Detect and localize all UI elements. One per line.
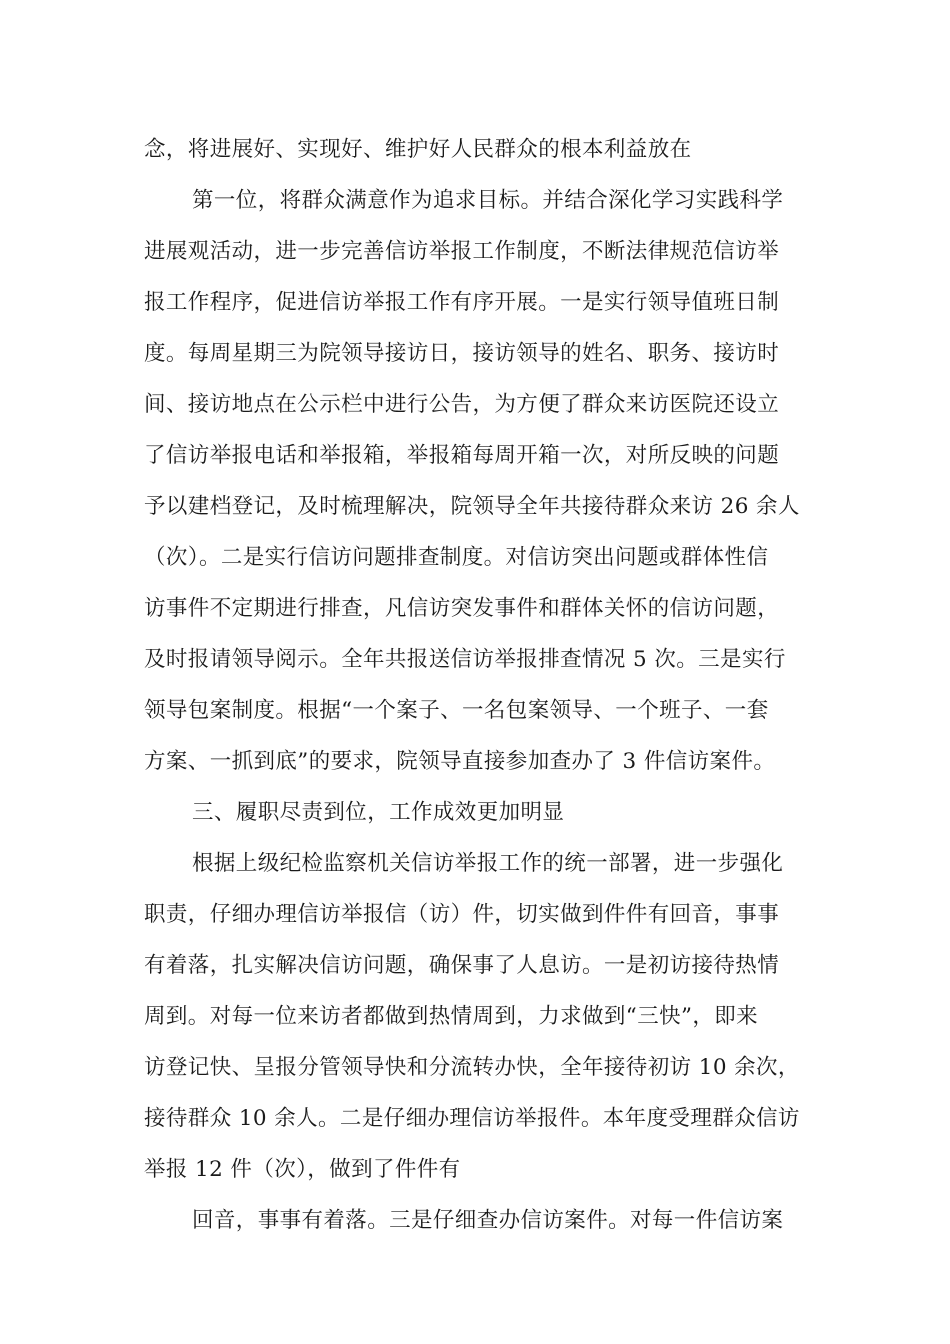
text-line: 进展观活动，进一步完善信访举报工作制度，不断法律规范信访举 (144, 239, 780, 264)
text-line: 回音，事事有着落。三是仔细查办信访案件。对每一件信访案 (192, 1208, 784, 1233)
text-line: 了信访举报电话和举报箱，举报箱每周开箱一次，对所反映的问题 (144, 443, 780, 468)
text-line: 间、接访地点在公示栏中进行公告，为方便了群众来访医院还设立 (144, 392, 780, 417)
text-line: 领导包案制度。根据“一个案子、一名包案领导、一个班子、一套 (144, 698, 769, 723)
text-line: 念，将进展好、实现好、维护好人民群众的根本利益放在 (144, 137, 692, 162)
text-line: 第一位，将群众满意作为追求目标。并结合深化学习实践科学 (192, 188, 784, 213)
section-heading: 三、履职尽责到位，工作成效更加明显 (192, 800, 565, 825)
text-line: 方案、一抓到底”的要求，院领导直接参加查办了 3 件信访案件。 (144, 749, 776, 774)
text-line: 有着落，扎实解决信访问题，确保事了人息访。一是初访接待热情 (144, 953, 780, 978)
text-line: 予以建档登记，及时梳理解决，院领导全年共接待群众来访 26 余人 (144, 494, 800, 519)
text-line: 访事件不定期进行排查，凡信访突发事件和群体关怀的信访问题， (144, 596, 780, 621)
text-line: 周到。对每一位来访者都做到热情周到，力求做到“三快”，即来 (144, 1004, 759, 1029)
text-line: 及时报请领导阅示。全年共报送信访举报排查情况 5 次。三是实行 (144, 647, 786, 672)
text-line: （次）。二是实行信访问题排查制度。对信访突出问题或群体性信 (144, 545, 769, 570)
text-line: 报工作程序，促进信访举报工作有序开展。一是实行领导值班日制 (144, 290, 780, 315)
text-line: 度。每周星期三为院领导接访日，接访领导的姓名、职务、接访时 (144, 341, 780, 366)
text-line: 职责，仔细办理信访举报信（访）件，切实做到件件有回音，事事 (144, 902, 780, 927)
text-line: 根据上级纪检监察机关信访举报工作的统一部署，进一步强化 (192, 851, 784, 876)
text-line: 接待群众 10 余人。二是仔细办理信访举报件。本年度受理群众信访 (144, 1106, 800, 1131)
text-line: 访登记快、呈报分管领导快和分流转办快，全年接待初访 10 余次， (144, 1055, 800, 1080)
text-line: 举报 12 件（次），做到了件件有 (144, 1157, 461, 1182)
